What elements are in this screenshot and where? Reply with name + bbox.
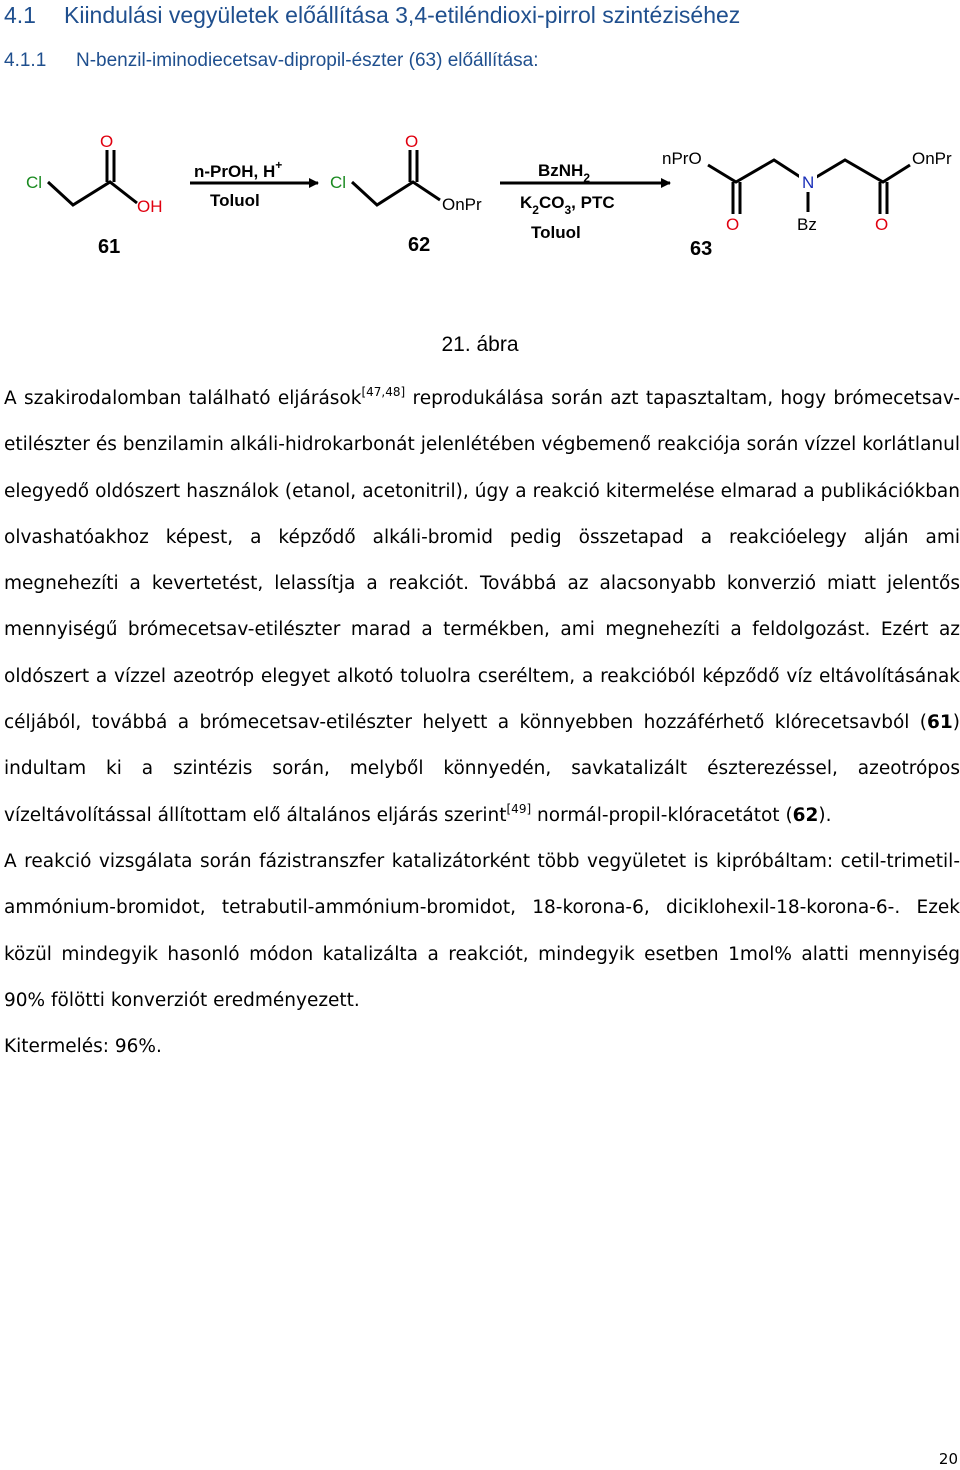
yield-line: Kitermelés: 96%.	[4, 1036, 162, 1058]
propoxy-group: OnPr	[442, 195, 482, 214]
chlorine-atom: Cl	[26, 173, 43, 192]
compound-label: 62	[408, 234, 431, 256]
reaction-scheme	[0, 120, 960, 280]
nitrogen-atom: N	[802, 173, 815, 192]
subsection-title: N-benzil-iminodiecetsav-dipropil-észter (63) előállítása:	[76, 50, 539, 71]
text-run: reprodukálása során azt tapasztaltam, hogy brómecetsav-etilészter és benzilamin alkáli-hidrokarbonát jelenlétében végbemenő reakciója során vízzel korlátlanul elegyedő oldószert használok (etanol, acetonitril), úgy a reakció kitermelése elmarad a publikációkban olvashatóakhoz képest, a képződő alkáli-bromid pedig összetapad a reakcióelegy alján ami megnehezíti a kevertetést, lelassítja a reakciót. Továbbá az alacsonyabb konverzió miatt jelentős mennyiségű brómecetsav-etilészter marad a termékben, ami megnehezíti a feldolgozást. Ezért az oldószert a vízzel azeotróp elegyet alkotó toluolra cseréltem, a reakcióból képződő víz eltávolításának céljából, továbbá a brómecetsav-etilészter helyett a könnyebben hozzáférhető klórecetsavból (	[4, 388, 960, 734]
text-run: A szakirodalomban található eljárások	[4, 388, 362, 409]
step1-reagent: n-PrOH, H+	[194, 158, 283, 181]
citation: [49]	[506, 801, 532, 816]
step2-base: $K_2CO_3$, PTC	[520, 193, 615, 217]
propoxy-group: OnPr	[912, 149, 952, 168]
benzyl-group: Bz	[797, 215, 817, 234]
step1-solvent: Toluol	[210, 191, 260, 210]
text-run: ).	[818, 804, 832, 826]
bond-chain	[48, 182, 137, 205]
subsection-heading	[4, 50, 539, 72]
section-number: 4.1	[4, 2, 36, 28]
hydroxyl-group: OH	[137, 197, 163, 216]
oxygen-atom: O	[100, 132, 114, 151]
compound-label: 61	[98, 236, 121, 258]
propoxy-group: nPrO	[662, 149, 702, 168]
compound-63	[662, 149, 952, 260]
oxygen-atom: O	[405, 132, 419, 151]
oxygen-atom: O	[875, 215, 889, 234]
reaction-step-1	[190, 158, 318, 210]
figure-caption: 21. ábra	[441, 333, 519, 356]
body-text	[4, 376, 960, 1070]
paragraph	[4, 376, 960, 839]
step2-amine: BzNH$_2$	[538, 161, 591, 185]
reaction-step-2	[500, 161, 670, 242]
text-run: normál-propil-klóracetátot (	[531, 804, 793, 826]
chlorine-atom: Cl	[330, 173, 347, 192]
compound-label: 63	[690, 238, 713, 260]
section-heading	[4, 2, 740, 29]
compound-62	[330, 132, 482, 256]
paragraph: A reakció vizsgálata során fázistranszfer katalizátorként több vegyületet is kipróbáltam: cetil-trimetil-ammónium-bromidot, tetrabutil-ammónium-bromidot, 18-korona-6, diciklohexil-18-korona-6-. Ezek közül mindegyik hasonló módon katalizálta a reakciót, mindegyik esetben 1mol% alatti mennyiség 90% fölötti konverziót eredményezett.	[4, 850, 960, 1011]
compound-61	[26, 132, 163, 258]
section-title: Kiindulási vegyületek előállítása 3,4-etiléndioxi-pirrol szintéziséhez	[64, 2, 741, 28]
compound-ref: 62	[792, 804, 819, 826]
compound-ref: 61	[927, 712, 953, 734]
citation: [47,48]	[361, 385, 406, 399]
subsection-number: 4.1.1	[4, 50, 47, 71]
bond-chain	[352, 182, 440, 205]
page-number: 20	[938, 1450, 958, 1468]
step2-solvent: Toluol	[531, 223, 581, 242]
text-run: ) indultam ki a szintézis során, melyből könnyedén, savkatalizált észterezéssel, azeotrópos vízeltávolítással állítottam elő általános eljárás szerint	[4, 712, 960, 826]
oxygen-atom: O	[726, 215, 740, 234]
